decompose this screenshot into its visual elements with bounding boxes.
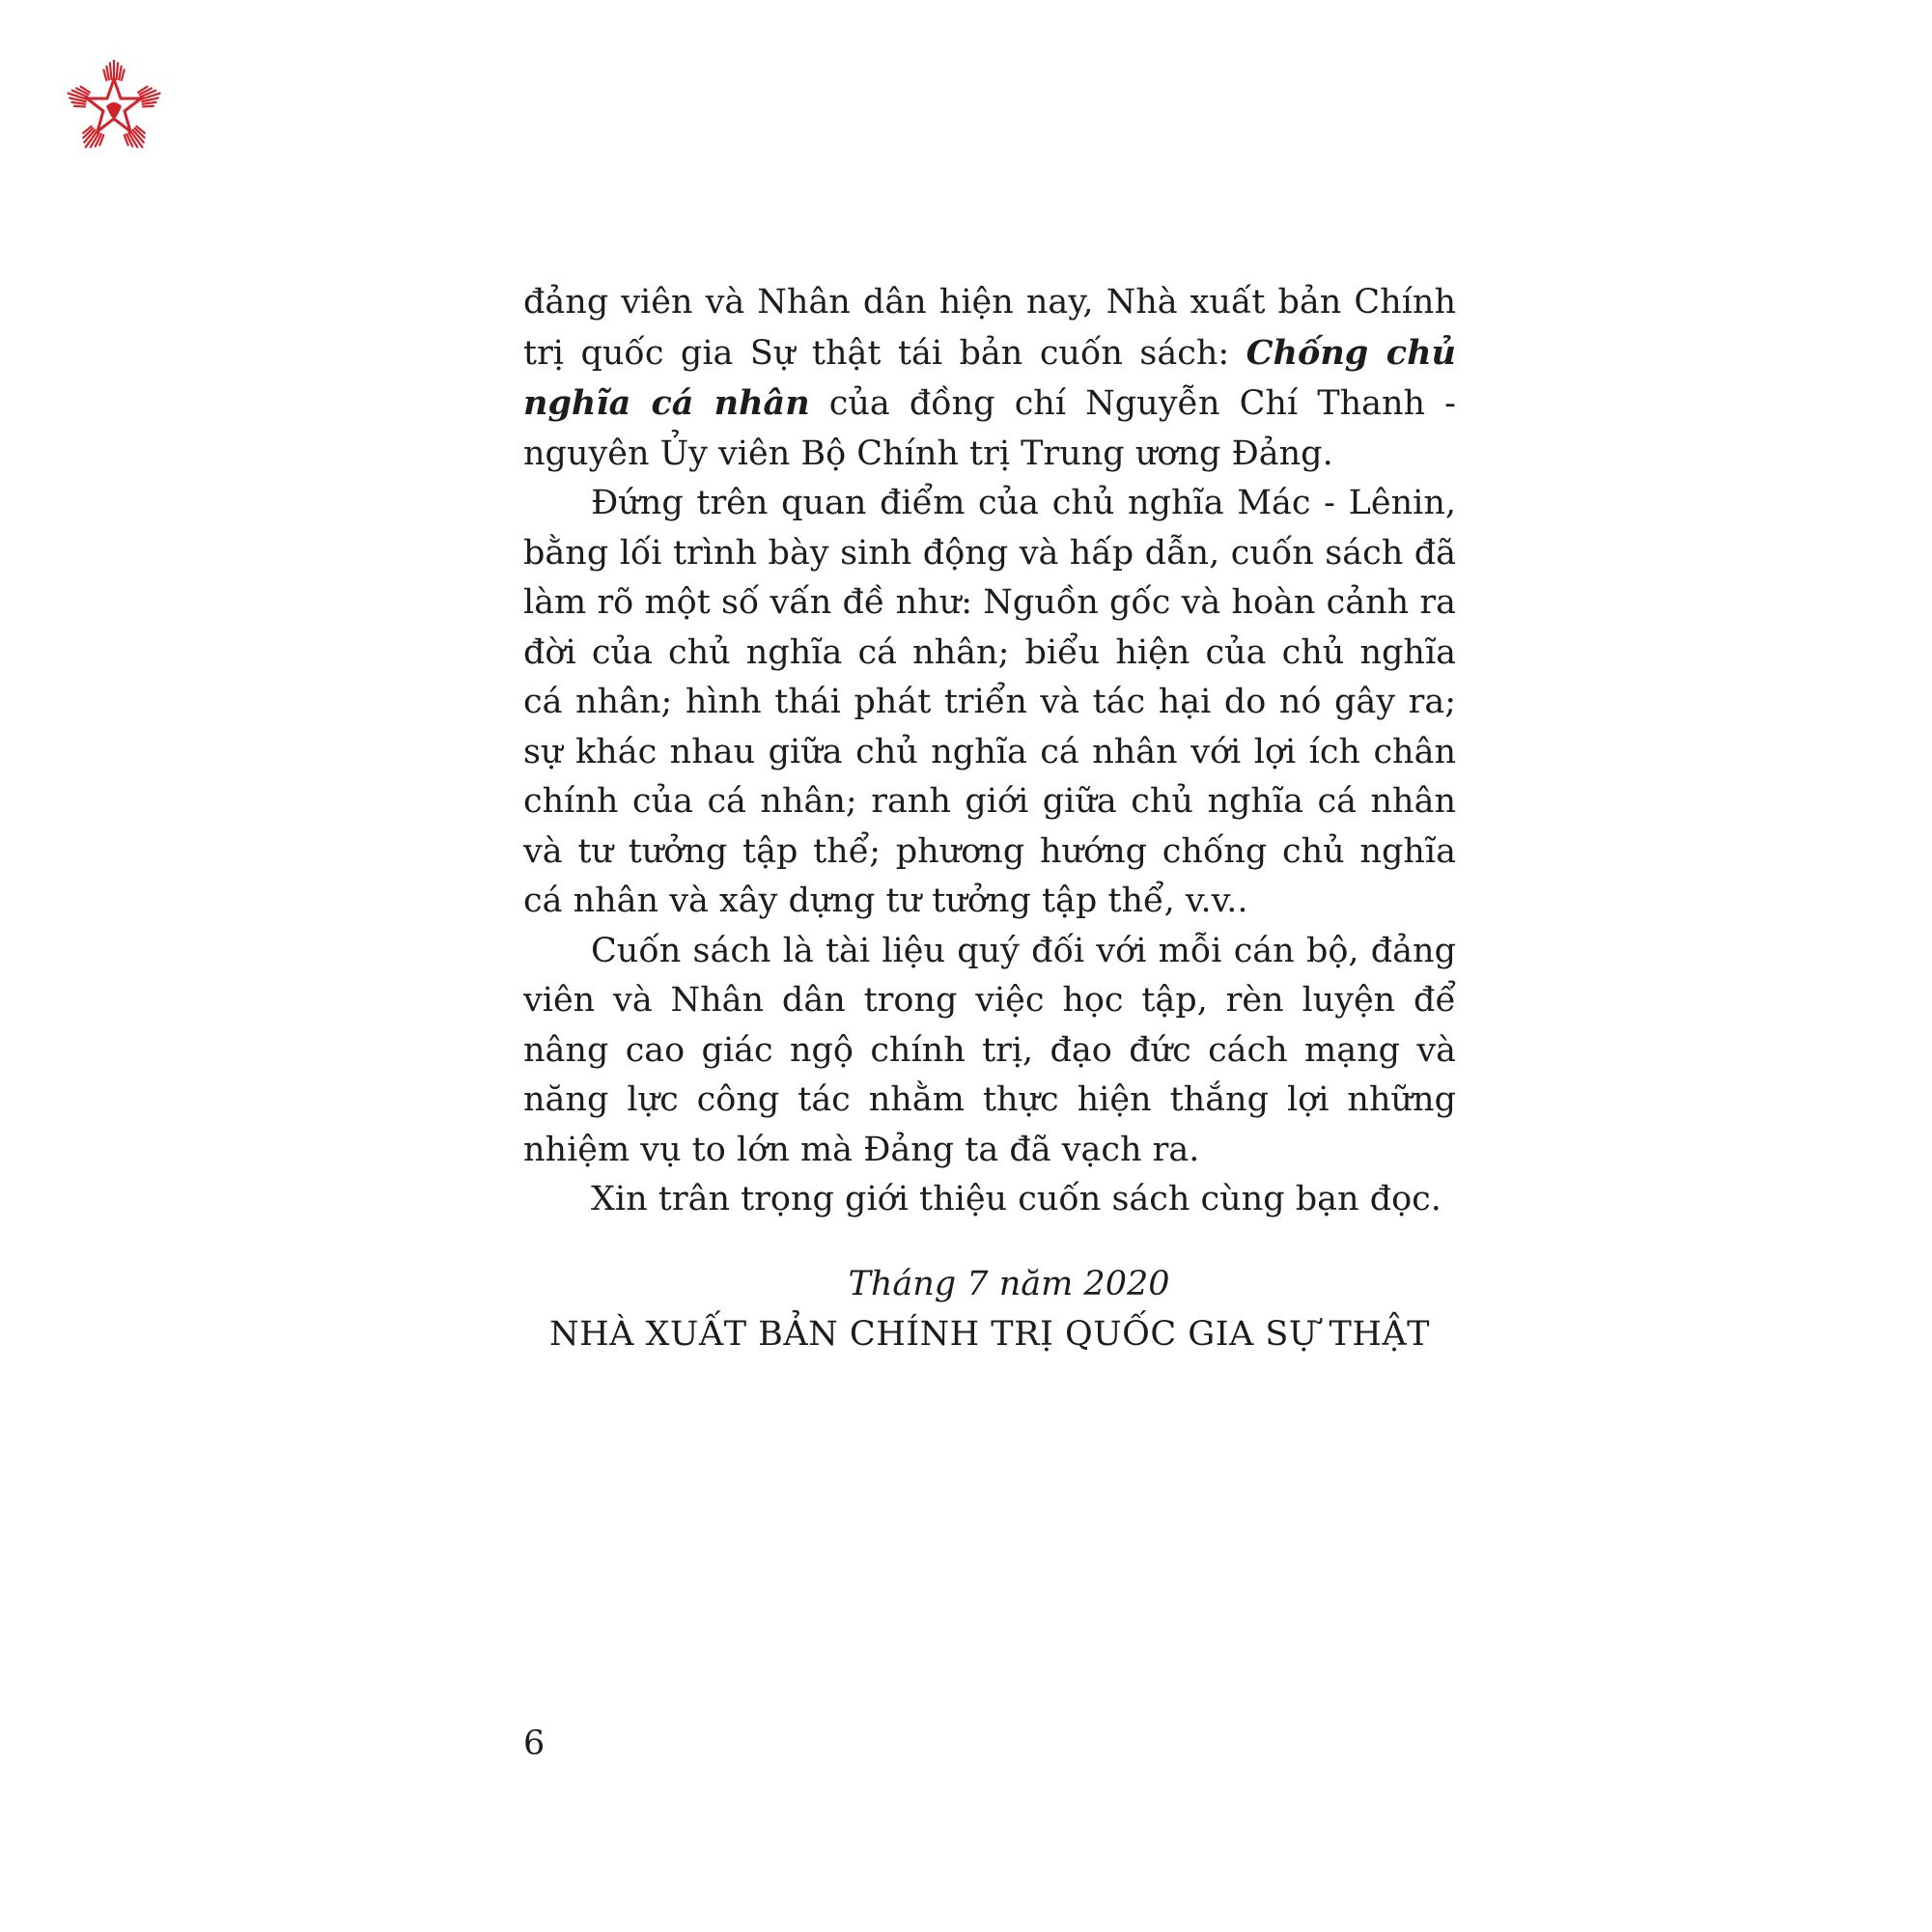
paragraph (523, 1175, 1456, 1225)
page-body (523, 278, 1456, 1225)
paragraph-text: của đồng chí Nguyễn Chí Thanh - nguyên Ủy viên Bộ Chính trị Trung ương Đảng. (523, 384, 1457, 473)
paragraph (523, 278, 1456, 479)
closing-signature (523, 1259, 1456, 1359)
publisher-star-icon (64, 60, 164, 160)
closing-publisher: NHÀ XUẤT BẢN CHÍNH TRỊ QUỐC GIA SỰ THẬT (548, 1315, 1431, 1354)
closing-date: Tháng 7 năm 2020 (848, 1265, 1170, 1303)
paragraph-text: Xin trân trọng giới thiệu cuốn sách cùng bạn đọc. (591, 1180, 1442, 1218)
paragraph-text: Đứng trên quan điểm của chủ nghĩa Mác - Lênin, bằng lối trình bày sinh động và hấp dẫn, cuốn sách đã làm rõ một số vấn đề như: Nguồn gốc và hoàn cảnh ra đời của chủ nghĩa cá nhân; biểu hiện của chủ nghĩa cá nhân; hình thái phát triển và tác hại do nó gây ra; sự khác nhau giữa chủ nghĩa cá nhân với lợi ích chân chính của cá nhân; ranh giới giữa chủ nghĩa cá nhân và tư tưởng tập thể; phương hướng chống chủ nghĩa cá nhân và xây dựng tư tưởng tập thể, v.v.. (523, 484, 1456, 920)
book-title: Chống chủ nghĩa cá nhân (523, 332, 1456, 423)
paragraph (523, 479, 1456, 927)
paragraph-text: đảng viên và Nhân dân hiện nay, Nhà xuất bản Chính trị quốc gia Sự thật tái bản cuốn sách: (523, 283, 1456, 373)
paragraph-text: Cuốn sách là tài liệu quý đối với mỗi cán bộ, đảng viên và Nhân dân trong việc học tập, rèn luyện để nâng cao giác ngộ chính trị, đạo đức cách mạng và năng lực công tác nhằm thực hiện thắng lợi những nhiệm vụ to lớn mà Đảng ta đã vạch ra. (523, 931, 1456, 1169)
paragraph (523, 927, 1456, 1176)
page-number: 6 (523, 1724, 546, 1763)
